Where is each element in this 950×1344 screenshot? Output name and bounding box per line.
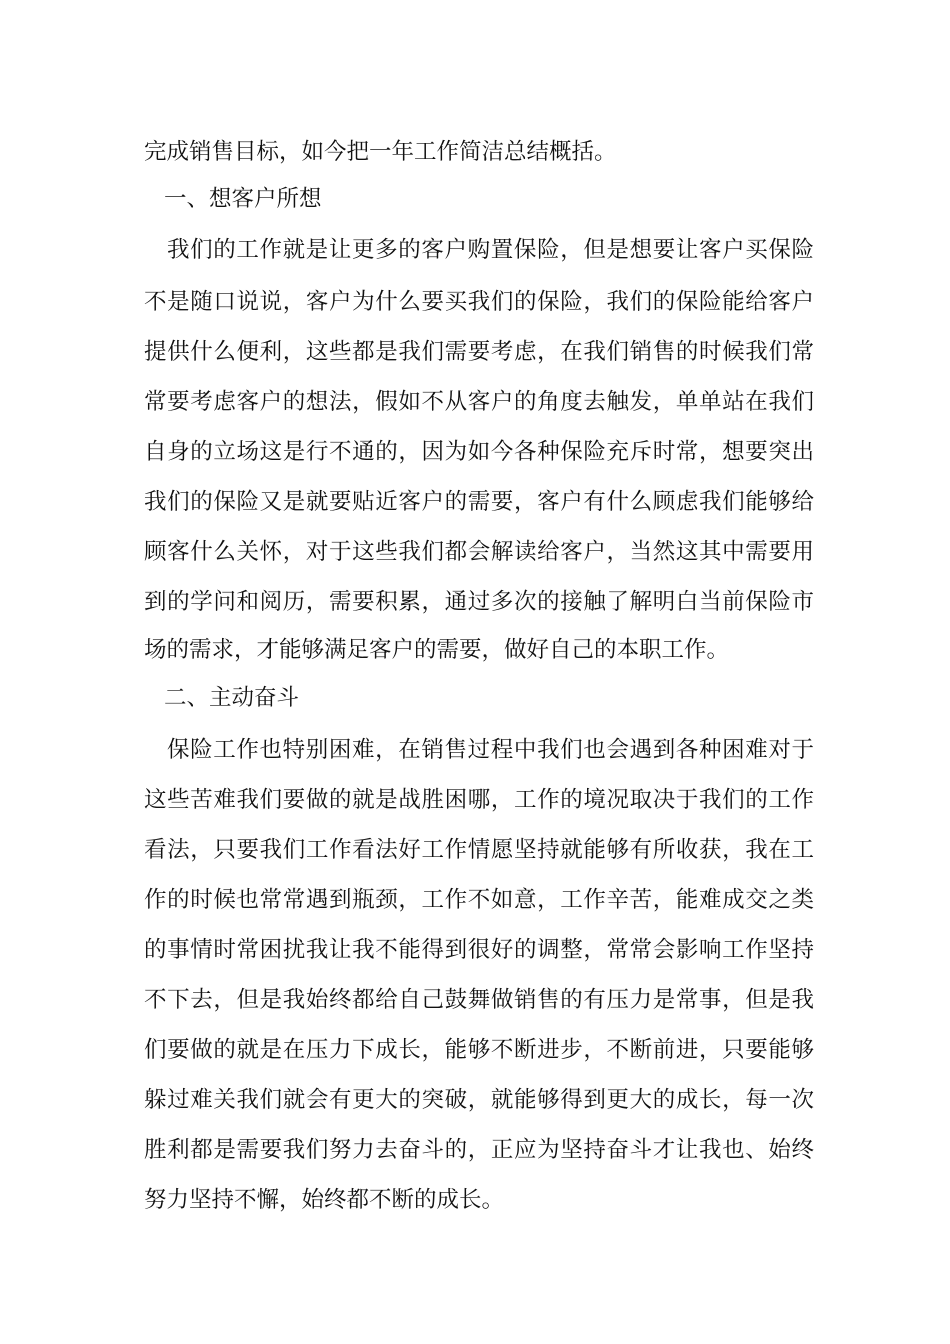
paragraph-line: 自身的立场这是行不通的，因为如今各种保险充斥时常，想要突出 [144,439,814,465]
paragraph-line: 我们的保险又是就要贴近客户的需要，客户有什么顾虑我们能够给 [144,489,814,515]
section-heading-effort: 二、主动奋斗 [164,685,300,711]
paragraph-line: 提供什么便利，这些都是我们需要考虑，在我们销售的时候我们常 [144,339,814,365]
paragraph-line: 这些苦难我们要做的就是战胜困哪，工作的境况取决于我们的工作 [144,787,814,813]
paragraph-line: 看法，只要我们工作看法好工作情愿坚持就能够有所收获，我在工 [144,837,814,863]
paragraph-line: 场的需求，才能够满足客户的需要，做好自己的本职工作。 [144,637,730,663]
paragraph-line: 不是随口说说，客户为什么要买我们的保险，我们的保险能给客户 [144,289,814,315]
paragraph-line: 躲过难关我们就会有更大的突破，就能够得到更大的成长，每一次 [144,1087,814,1113]
paragraph-line: 们要做的就是在压力下成长，能够不断进步，不断前进，只要能够 [144,1037,814,1063]
section-heading-customer: 一、想客户所想 [164,186,322,212]
paragraph-line: 胜利都是需要我们努力去奋斗的，正应为坚持奋斗才让我也、始终 [144,1137,814,1163]
intro-line: 完成销售目标，如今把一年工作简洁总结概括。 [144,139,617,165]
paragraph-line: 保险工作也特别困难，在销售过程中我们也会遇到各种困难对于 [167,737,814,763]
paragraph-line: 作的时候也常常遇到瓶颈，工作不如意，工作辛苦，能难成交之类 [144,887,814,913]
paragraph-line: 我们的工作就是让更多的客户购置保险，但是想要让客户买保险 [167,237,814,263]
paragraph-line: 到的学问和阅历，需要积累，通过多次的接触了解明白当前保险市 [144,589,814,615]
paragraph-line: 的事情时常困扰我让我不能得到很好的调整，常常会影响工作坚持 [144,937,814,963]
paragraph-line: 顾客什么关怀，对于这些我们都会解读给客户，当然这其中需要用 [144,539,814,565]
paragraph-line: 常要考虑客户的想法，假如不从客户的角度去触发，单单站在我们 [144,389,814,415]
paragraph-line: 不下去，但是我始终都给自己鼓舞做销售的有压力是常事，但是我 [144,987,814,1013]
paragraph-line: 努力坚持不懈，始终都不断的成长。 [144,1187,505,1213]
